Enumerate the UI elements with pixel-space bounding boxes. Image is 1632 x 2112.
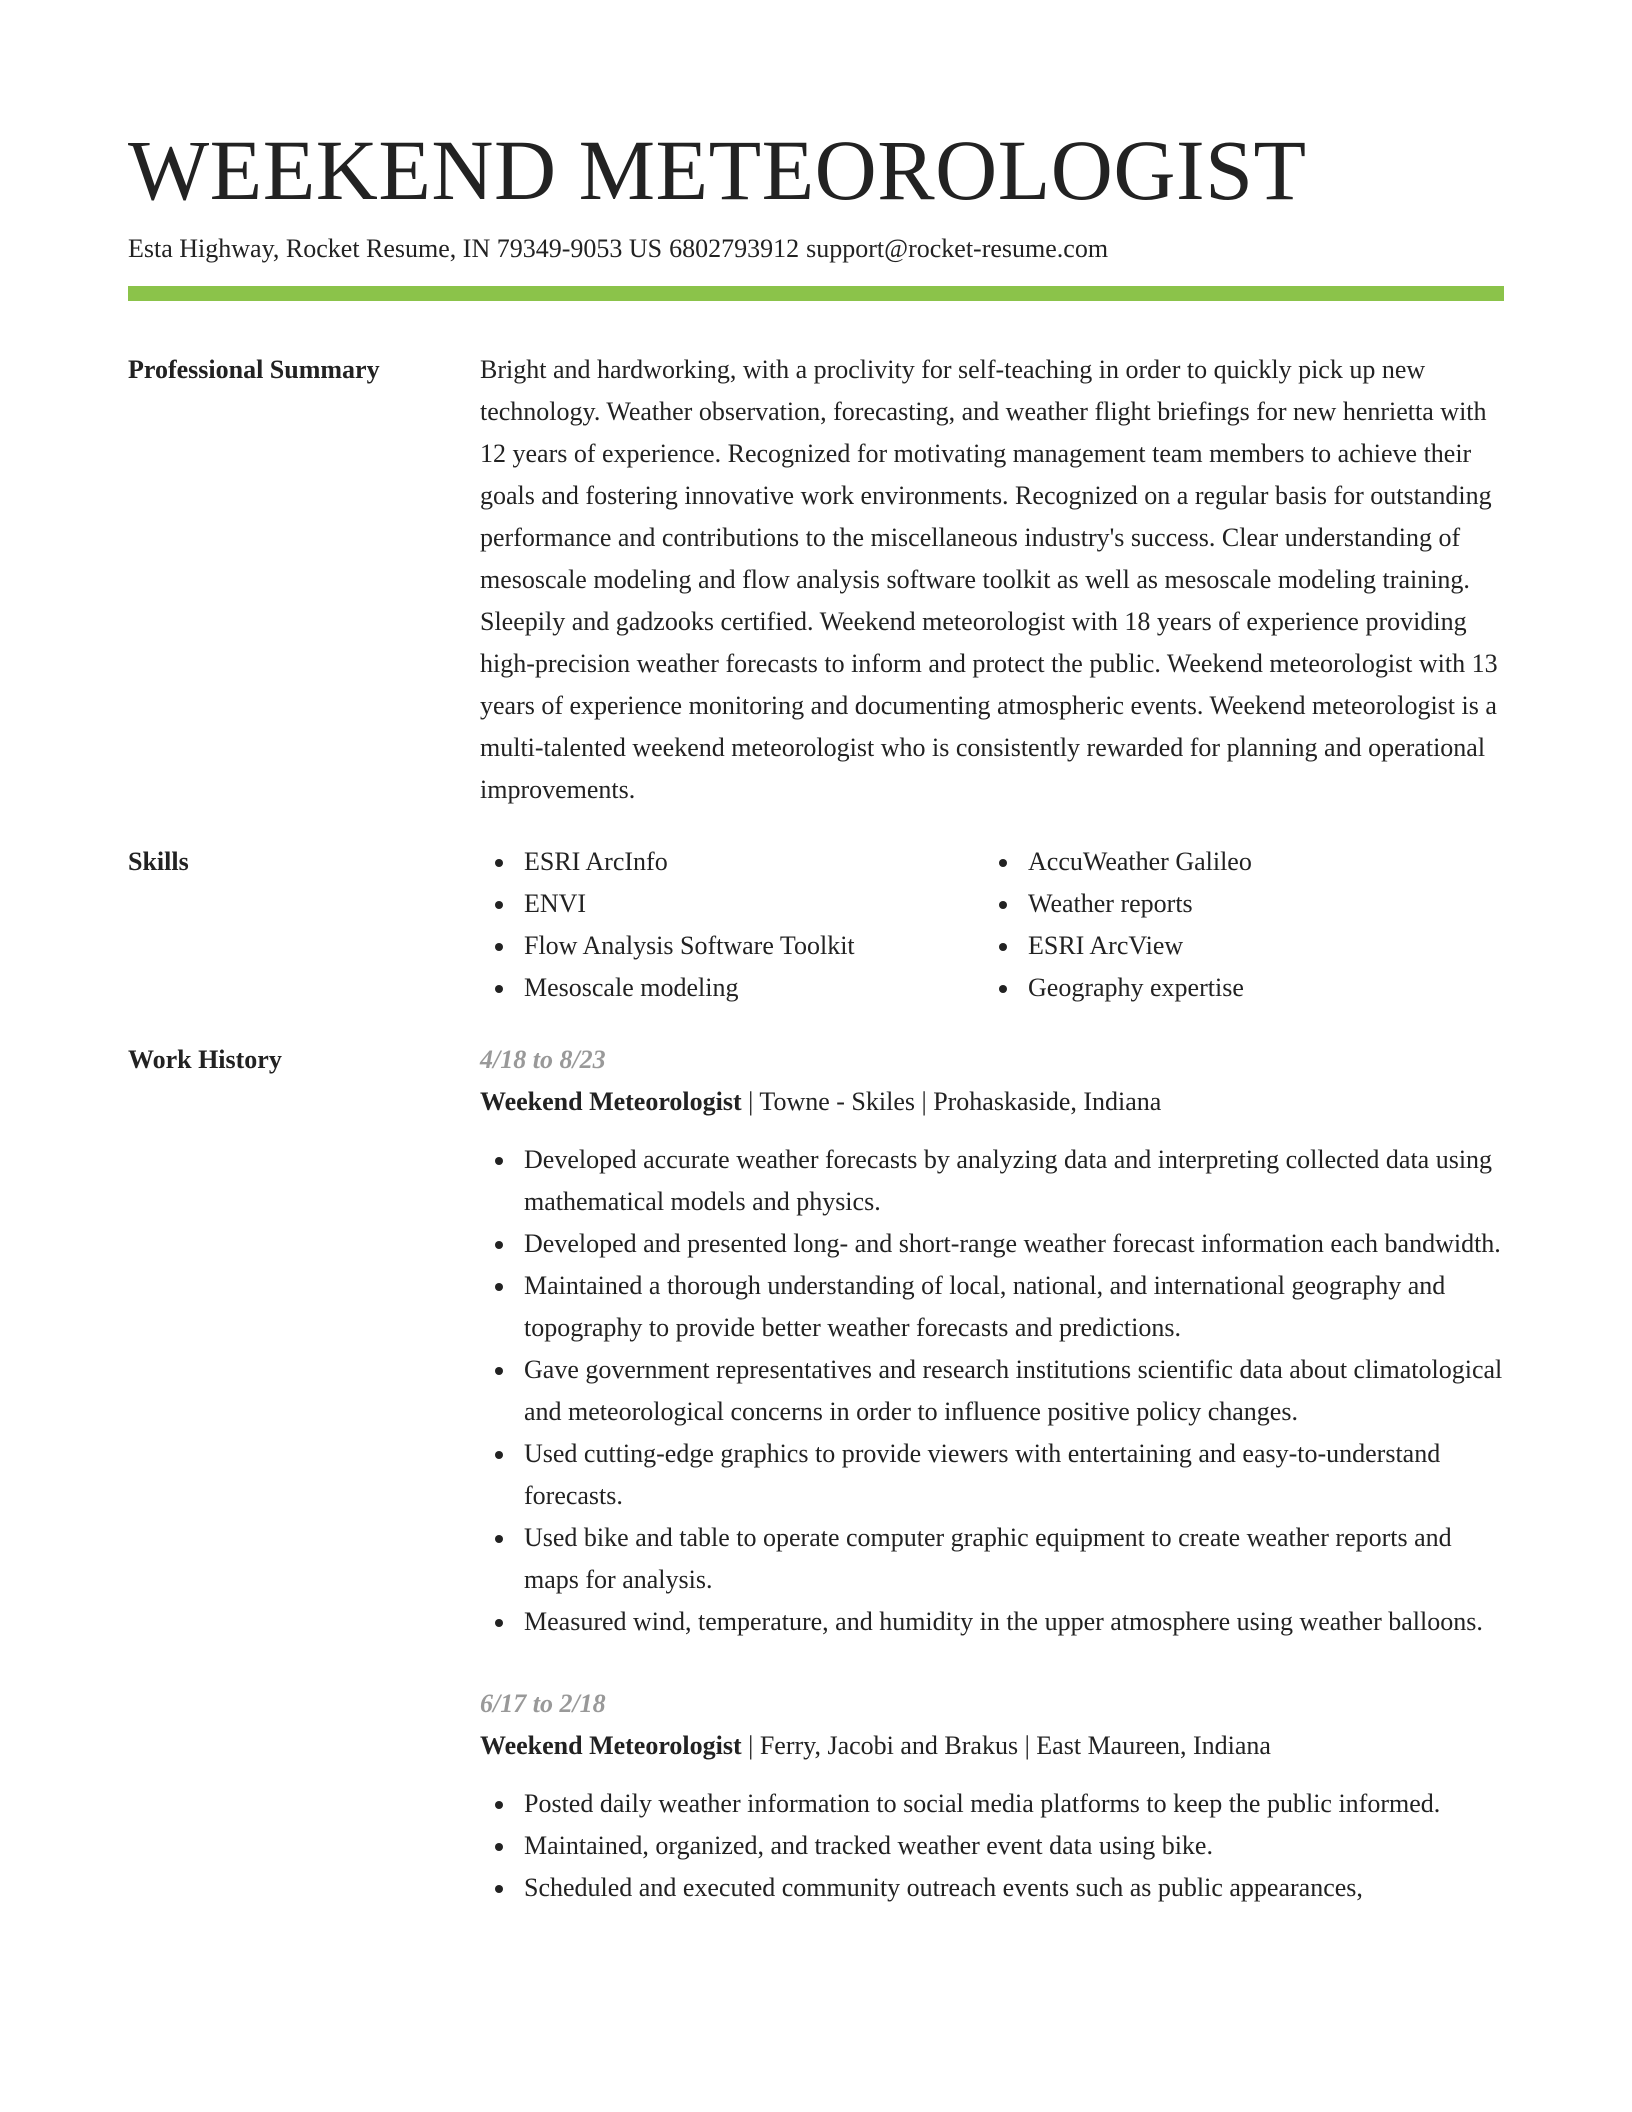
job-bullet: Posted daily weather information to social media platforms to keep the public informed. — [480, 1783, 1504, 1825]
skill-item: AccuWeather Galileo — [984, 841, 1488, 883]
job-bullets — [480, 1783, 1504, 1909]
job-entry — [480, 1039, 1504, 1643]
skill-item: ESRI ArcView — [984, 925, 1488, 967]
job-employer-location: | Ferry, Jacobi and Brakus | East Maureen, Indiana — [741, 1731, 1271, 1760]
section-label-skills: Skills — [128, 847, 189, 876]
resume-page — [128, 120, 1504, 1909]
job-bullet: Developed accurate weather forecasts by analyzing data and interpreting collected data using mathematical models and physics. — [480, 1139, 1504, 1223]
job-bullet: Used bike and table to operate computer graphic equipment to create weather reports and maps for analysis. — [480, 1517, 1504, 1601]
job-heading — [480, 1725, 1504, 1767]
skill-item: Flow Analysis Software Toolkit — [480, 925, 984, 967]
skills-grid — [480, 841, 1504, 1009]
job-employer-location: | Towne - Skiles | Prohaskaside, Indiana — [741, 1087, 1162, 1116]
job-bullets — [480, 1139, 1504, 1643]
job-entry — [480, 1683, 1504, 1909]
header-divider — [128, 286, 1504, 301]
job-bullet: Used cutting-edge graphics to provide viewers with entertaining and easy-to-understand forecasts. — [480, 1433, 1504, 1517]
skills-section — [128, 843, 1504, 1009]
job-bullet: Developed and presented long- and short-range weather forecast information each bandwidth. — [480, 1223, 1504, 1265]
job-title: Weekend Meteorologist — [480, 1087, 742, 1116]
skill-item: Mesoscale modeling — [480, 967, 984, 1009]
work-history-body — [480, 1039, 1504, 1909]
section-label-summary: Professional Summary — [128, 355, 380, 384]
skills-list-left — [480, 841, 984, 1009]
job-bullet: Maintained a thorough understanding of local, national, and international geography and topography to provide better weather forecasts and predictions. — [480, 1265, 1504, 1349]
summary-text: Bright and hardworking, with a proclivity for self-teaching in order to quickly pick up new technology. Weather observation, forecasting, and weather flight briefings for new henrietta with 12 years of experience. Recognized for motivating management team members to achieve their goals and fostering innovative work environments. Recognized on a regular basis for outstanding performance and contributions to the miscellaneous industry's success. Clear understanding of mesoscale modeling and flow analysis software toolkit as well as mesoscale modeling training. Sleepily and gadzooks certified. Weekend meteorologist with 18 years of experience providing high-precision weather forecasts to inform and protect the public. Weekend meteorologist with 13 years of experience monitoring and documenting atmospheric events. Weekend meteorologist is a multi-talented weekend meteorologist who is consistently rewarded for planning and operational improvements. — [480, 355, 1498, 804]
job-bullet: Gave government representatives and research institutions scientific data about climatological and meteorological concerns in order to influence positive policy changes. — [480, 1349, 1504, 1433]
work-history-section — [128, 1041, 1504, 1909]
skills-list-right — [984, 841, 1488, 1009]
contact-phone: 6802793912 — [669, 234, 800, 263]
job-heading — [480, 1081, 1504, 1123]
summary-section — [128, 351, 1504, 811]
job-dates: 6/17 to 2/18 — [480, 1689, 606, 1718]
skill-item: ESRI ArcInfo — [480, 841, 984, 883]
contact-address: Esta Highway, Rocket Resume, IN 79349-9053 US — [128, 234, 663, 263]
skill-item: Weather reports — [984, 883, 1488, 925]
skill-item: ENVI — [480, 883, 984, 925]
job-title: Weekend Meteorologist — [480, 1731, 742, 1760]
job-bullet: Measured wind, temperature, and humidity in the upper atmosphere using weather balloons. — [480, 1601, 1504, 1643]
job-bullet: Maintained, organized, and tracked weather event data using bike. — [480, 1825, 1504, 1867]
section-label-work-history: Work History — [128, 1045, 282, 1074]
contact-email: support@rocket-resume.com — [806, 234, 1109, 263]
skill-item: Geography expertise — [984, 967, 1488, 1009]
resume-name: WEEKEND METEOROLOGIST — [128, 122, 1307, 218]
job-bullet: Scheduled and executed community outreach events such as public appearances, — [480, 1867, 1504, 1909]
contact-line — [128, 232, 1504, 266]
job-dates: 4/18 to 8/23 — [480, 1045, 606, 1074]
